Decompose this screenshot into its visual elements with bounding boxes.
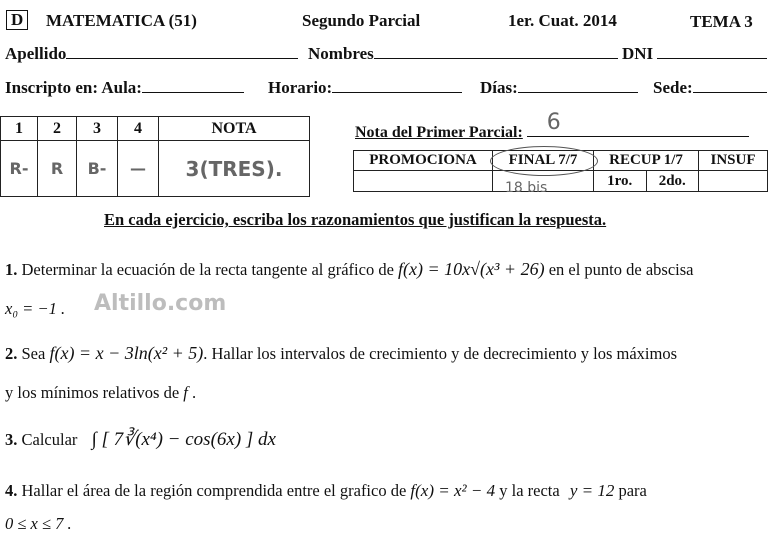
grade-header-4: 4 bbox=[118, 117, 159, 141]
grade-value-2: R bbox=[38, 141, 77, 197]
q4-text: Hallar el área de la región comprendida entre el grafico de bbox=[21, 481, 407, 500]
primer-parcial-row bbox=[355, 110, 749, 142]
apellido-field[interactable] bbox=[5, 44, 298, 64]
q4-tail: para bbox=[618, 481, 647, 500]
status-final: FINAL 7/7 bbox=[493, 151, 594, 171]
q2-cont-var: f bbox=[183, 383, 188, 402]
exam-tema: TEMA 3 bbox=[690, 12, 753, 31]
sede-line[interactable] bbox=[693, 78, 767, 93]
question-2 bbox=[5, 343, 677, 364]
horario-label: Horario: bbox=[268, 78, 333, 97]
course-title: MATEMATICA (51) bbox=[46, 11, 197, 30]
status-recup-cell bbox=[594, 171, 699, 192]
grade-value-1: R- bbox=[1, 141, 38, 197]
q4-number: 4. bbox=[5, 481, 18, 500]
question-3 bbox=[5, 428, 276, 451]
grades-table bbox=[0, 116, 310, 197]
status-promociona: PROMOCIONA bbox=[354, 151, 493, 171]
q1-tail: en el punto de abscisa bbox=[548, 260, 694, 279]
sede-label: Sede: bbox=[653, 78, 693, 97]
exam-term: 1er. Cuat. 2014 bbox=[508, 11, 617, 30]
q3-text: Calcular bbox=[21, 430, 78, 449]
grade-header-3: 3 bbox=[77, 117, 118, 141]
status-insuf: INSUF bbox=[699, 151, 768, 171]
dias-label: Días: bbox=[480, 78, 518, 97]
q1-continuation: x₀ = −1 . bbox=[5, 299, 66, 318]
q2-formula: f(x) = x − 3ln(x² + 5) bbox=[49, 343, 204, 363]
status-recup: RECUP 1/7 bbox=[594, 151, 699, 171]
grade-value-nota: 3(TRES). bbox=[159, 141, 310, 197]
primer-parcial-label: Nota del Primer Parcial: bbox=[355, 124, 523, 141]
dias-line[interactable] bbox=[518, 78, 638, 93]
q3-number: 3. bbox=[5, 430, 18, 449]
q4-continuation: 0 ≤ x ≤ 7 . bbox=[5, 514, 72, 533]
recup-1ro: 1ro. bbox=[594, 171, 647, 191]
sede-field[interactable] bbox=[653, 78, 767, 98]
dni-label: DNI bbox=[622, 44, 654, 63]
inscripto-label: Inscripto en: Aula: bbox=[5, 78, 142, 97]
exam-letter-box bbox=[6, 10, 28, 30]
watermark: Altillo.com bbox=[94, 291, 227, 316]
dias-field[interactable] bbox=[480, 78, 638, 98]
exam-letter: D bbox=[11, 10, 24, 29]
q1-text: Determinar la ecuación de la recta tangente al gráfico de bbox=[21, 260, 394, 279]
grade-header-1: 1 bbox=[1, 117, 38, 141]
grade-header-2: 2 bbox=[38, 117, 77, 141]
q4-formula2: y = 12 bbox=[569, 481, 615, 500]
q1-number: 1. bbox=[5, 260, 18, 279]
dni-line[interactable] bbox=[657, 44, 767, 59]
dni-field[interactable] bbox=[622, 44, 767, 64]
apellido-line[interactable] bbox=[66, 44, 298, 59]
final-circle-mark bbox=[490, 146, 598, 176]
aula-line[interactable] bbox=[142, 78, 244, 93]
nombres-field[interactable] bbox=[308, 44, 618, 64]
question-1 bbox=[5, 259, 693, 280]
q2-pre: Sea bbox=[21, 344, 46, 363]
primer-parcial-value: 6 bbox=[546, 110, 561, 135]
recup-2do: 2do. bbox=[658, 173, 686, 189]
aula-field[interactable] bbox=[5, 78, 244, 98]
status-insuf-cell bbox=[699, 171, 768, 192]
q3-formula: ∫ [ 7∛(x⁴) − cos(6x) ] dx bbox=[91, 429, 276, 450]
q2-cont-text: y los mínimos relativos de bbox=[5, 383, 180, 402]
q2-cont-end: . bbox=[192, 383, 197, 402]
status-handwritten: 18 bis bbox=[505, 180, 548, 196]
q4-mid: y la recta bbox=[499, 481, 560, 500]
grade-header-nota: NOTA bbox=[159, 117, 310, 141]
nombres-line[interactable] bbox=[374, 44, 618, 59]
q2-text: . Hallar los intervalos de crecimiento y de decrecimiento y los máximos bbox=[203, 344, 678, 363]
q2-number: 2. bbox=[5, 344, 18, 363]
exam-name: Segundo Parcial bbox=[302, 11, 421, 30]
status-promociona-cell bbox=[354, 171, 493, 192]
nombres-label: Nombres bbox=[308, 44, 374, 63]
horario-line[interactable] bbox=[332, 78, 462, 93]
instruction-text: En cada ejercicio, escriba los razonamientos que justifican la respuesta. bbox=[104, 210, 607, 229]
q2-continuation bbox=[5, 383, 196, 403]
question-4 bbox=[5, 481, 647, 501]
grade-value-4: — bbox=[118, 141, 159, 197]
horario-field[interactable] bbox=[268, 78, 462, 98]
q1-formula: f(x) = 10x√(x³ + 26) bbox=[398, 259, 545, 279]
q4-formula: f(x) = x² − 4 bbox=[410, 481, 496, 500]
grade-value-3: B- bbox=[77, 141, 118, 197]
primer-parcial-line bbox=[527, 110, 749, 137]
apellido-label: Apellido bbox=[5, 44, 67, 63]
